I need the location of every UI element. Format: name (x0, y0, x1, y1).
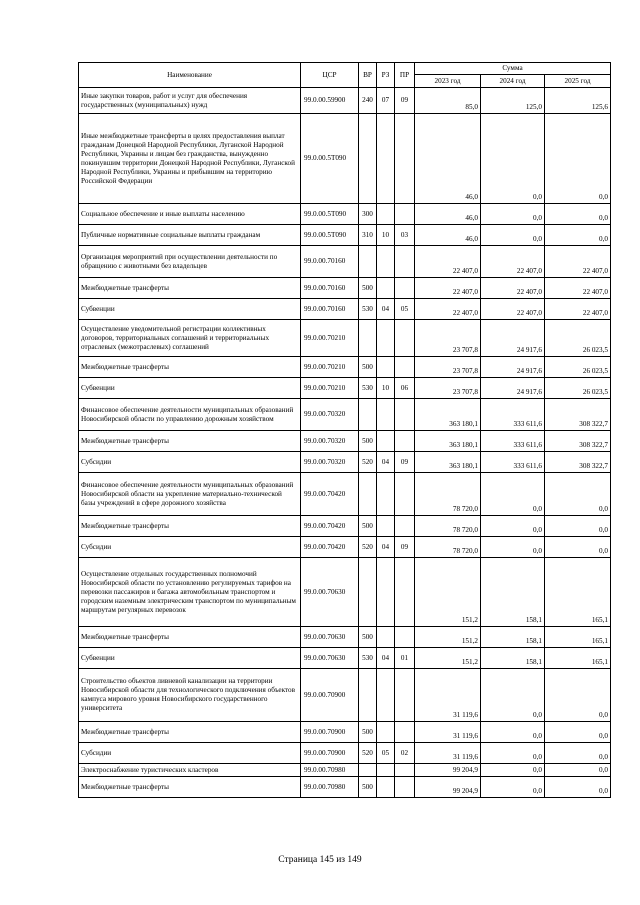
row-value-2025: 0,0 (545, 225, 611, 246)
header-csr: ЦСР (301, 63, 359, 88)
row-value-2023: 23 707,8 (415, 357, 481, 378)
row-csr: 99.0.00.70900 (301, 669, 359, 722)
row-csr: 99.0.00.70630 (301, 648, 359, 669)
table-row (79, 114, 611, 204)
header-name: Наименование (79, 63, 301, 88)
row-value-2023: 78 720,0 (415, 537, 481, 558)
row-value-2023: 363 180,1 (415, 399, 481, 431)
table-row (79, 225, 611, 246)
table-row (79, 764, 611, 777)
row-name: Осуществление уведомительной регистрации коллективных договоров, территориальных соглашений и территориальных отраслевых (межотраслевых) соглашений (79, 320, 301, 357)
row-vr: 240 (359, 88, 377, 114)
row-name: Субсидии (79, 452, 301, 473)
row-name: Межбюджетные трансферты (79, 357, 301, 378)
row-name: Электроснабжение туристических кластеров (79, 764, 301, 777)
row-vr: 300 (359, 204, 377, 225)
row-vr: 500 (359, 431, 377, 452)
budget-table (78, 62, 611, 798)
table-row (79, 399, 611, 431)
row-value-2024: 24 917,6 (481, 378, 545, 399)
row-rz: 10 (377, 378, 395, 399)
row-csr: 99.0.00.5T090 (301, 114, 359, 204)
row-value-2024: 333 611,6 (481, 399, 545, 431)
row-rz: 10 (377, 225, 395, 246)
row-pr: 02 (395, 743, 415, 764)
row-value-2023: 151,2 (415, 648, 481, 669)
row-vr: 500 (359, 516, 377, 537)
row-value-2024: 22 407,0 (481, 278, 545, 299)
row-csr: 99.0.00.70160 (301, 299, 359, 320)
row-pr (395, 777, 415, 798)
row-name: Межбюджетные трансферты (79, 516, 301, 537)
header-pr: ПР (395, 63, 415, 88)
row-pr: 09 (395, 452, 415, 473)
row-rz (377, 558, 395, 627)
row-value-2023: 22 407,0 (415, 278, 481, 299)
row-rz (377, 669, 395, 722)
row-vr: 520 (359, 743, 377, 764)
row-value-2023: 31 119,6 (415, 669, 481, 722)
table-row (79, 722, 611, 743)
row-csr: 99.0.00.70420 (301, 516, 359, 537)
row-rz: 04 (377, 452, 395, 473)
row-value-2025: 0,0 (545, 777, 611, 798)
row-pr (395, 431, 415, 452)
row-value-2024: 333 611,6 (481, 431, 545, 452)
row-value-2023: 78 720,0 (415, 473, 481, 516)
row-name: Межбюджетные трансферты (79, 431, 301, 452)
row-value-2024: 0,0 (481, 777, 545, 798)
row-value-2025: 308 322,7 (545, 399, 611, 431)
row-value-2024: 0,0 (481, 204, 545, 225)
table-row (79, 299, 611, 320)
table-row (79, 627, 611, 648)
row-value-2023: 22 407,0 (415, 246, 481, 278)
row-vr: 520 (359, 537, 377, 558)
table-row (79, 431, 611, 452)
row-pr (395, 278, 415, 299)
row-vr: 500 (359, 627, 377, 648)
row-pr (395, 204, 415, 225)
row-value-2025: 0,0 (545, 764, 611, 777)
row-name: Осуществление отдельных государственных полномочий Новосибирской области по установлению регулируемых тарифов на перевозки пассажиров и багажа автомобильным транспортом и городским наземным электрическим транспортом по муниципальным маршрутам регулярных перевозок (79, 558, 301, 627)
page-number: Страница 145 из 149 (278, 855, 362, 865)
row-value-2023: 151,2 (415, 627, 481, 648)
table-row (79, 320, 611, 357)
row-pr (395, 399, 415, 431)
budget-table-container (78, 62, 610, 798)
table-row (79, 473, 611, 516)
row-vr: 530 (359, 378, 377, 399)
row-value-2024: 22 407,0 (481, 299, 545, 320)
row-value-2024: 158,1 (481, 627, 545, 648)
row-pr: 09 (395, 537, 415, 558)
row-value-2025: 165,1 (545, 627, 611, 648)
table-row (79, 558, 611, 627)
row-vr (359, 320, 377, 357)
row-name: Субвенции (79, 378, 301, 399)
table-row (79, 378, 611, 399)
row-value-2025: 26 023,5 (545, 378, 611, 399)
row-value-2025: 0,0 (545, 722, 611, 743)
row-csr: 99.0.00.70210 (301, 357, 359, 378)
row-name: Иные закупки товаров, работ и услуг для обеспечения государственных (муниципальных) нужд (79, 88, 301, 114)
table-row (79, 88, 611, 114)
row-pr: 03 (395, 225, 415, 246)
row-value-2024: 0,0 (481, 537, 545, 558)
table-row (79, 246, 611, 278)
row-name: Субсидии (79, 537, 301, 558)
row-value-2024: 0,0 (481, 722, 545, 743)
row-csr: 99.0.00.70160 (301, 246, 359, 278)
row-value-2024: 0,0 (481, 764, 545, 777)
row-value-2023: 363 180,1 (415, 452, 481, 473)
row-value-2023: 31 119,6 (415, 722, 481, 743)
row-value-2024: 24 917,6 (481, 320, 545, 357)
row-name: Субвенции (79, 648, 301, 669)
row-vr: 500 (359, 278, 377, 299)
row-name: Социальное обеспечение и иные выплаты населению (79, 204, 301, 225)
row-vr (359, 114, 377, 204)
row-name: Межбюджетные трансферты (79, 777, 301, 798)
row-csr: 99.0.00.70210 (301, 320, 359, 357)
row-value-2023: 23 707,8 (415, 378, 481, 399)
row-value-2025: 22 407,0 (545, 246, 611, 278)
row-pr (395, 473, 415, 516)
row-vr: 520 (359, 452, 377, 473)
row-csr: 99.0.00.70420 (301, 473, 359, 516)
row-value-2023: 85,0 (415, 88, 481, 114)
row-vr: 500 (359, 357, 377, 378)
row-rz (377, 722, 395, 743)
row-pr (395, 246, 415, 278)
row-value-2023: 99 204,9 (415, 764, 481, 777)
header-year-2023: 2023 год (415, 75, 481, 88)
row-value-2025: 308 322,7 (545, 431, 611, 452)
row-rz: 04 (377, 648, 395, 669)
row-name: Финансовое обеспечение деятельности муниципальных образований Новосибирской области на укрепление материально-технической базы учреждений в сфере дорожного хозяйства (79, 473, 301, 516)
row-value-2024: 0,0 (481, 473, 545, 516)
row-csr: 99.0.00.70630 (301, 558, 359, 627)
row-value-2025: 22 407,0 (545, 278, 611, 299)
row-pr: 01 (395, 648, 415, 669)
row-value-2025: 26 023,5 (545, 320, 611, 357)
row-rz (377, 204, 395, 225)
table-row (79, 777, 611, 798)
row-csr: 99.0.00.70420 (301, 537, 359, 558)
row-name: Финансовое обеспечение деятельности муниципальных образований Новосибирской области по управлению дорожным хозяйством (79, 399, 301, 431)
row-rz (377, 777, 395, 798)
row-vr: 530 (359, 299, 377, 320)
row-value-2023: 46,0 (415, 114, 481, 204)
row-value-2023: 31 119,6 (415, 743, 481, 764)
row-rz: 05 (377, 743, 395, 764)
row-value-2025: 0,0 (545, 743, 611, 764)
row-value-2025: 165,1 (545, 648, 611, 669)
row-value-2023: 23 707,8 (415, 320, 481, 357)
row-rz: 04 (377, 299, 395, 320)
row-value-2023: 46,0 (415, 204, 481, 225)
row-value-2024: 0,0 (481, 743, 545, 764)
row-rz (377, 246, 395, 278)
row-vr (359, 473, 377, 516)
row-value-2025: 0,0 (545, 473, 611, 516)
row-value-2025: 26 023,5 (545, 357, 611, 378)
row-rz (377, 516, 395, 537)
row-csr: 99.0.00.70210 (301, 378, 359, 399)
row-vr (359, 246, 377, 278)
header-year-2025: 2025 год (545, 75, 611, 88)
row-value-2024: 0,0 (481, 669, 545, 722)
row-pr: 05 (395, 299, 415, 320)
row-csr: 99.0.00.5T090 (301, 204, 359, 225)
row-value-2024: 158,1 (481, 558, 545, 627)
row-value-2025: 0,0 (545, 516, 611, 537)
row-rz (377, 473, 395, 516)
row-vr: 500 (359, 777, 377, 798)
row-value-2024: 24 917,6 (481, 357, 545, 378)
row-vr (359, 669, 377, 722)
row-value-2025: 0,0 (545, 204, 611, 225)
row-value-2024: 0,0 (481, 225, 545, 246)
row-vr (359, 399, 377, 431)
header-sum: Сумма (415, 63, 611, 75)
row-pr (395, 516, 415, 537)
row-name: Публичные нормативные социальные выплаты гражданам (79, 225, 301, 246)
table-row (79, 516, 611, 537)
row-value-2024: 158,1 (481, 648, 545, 669)
row-rz (377, 278, 395, 299)
row-value-2024: 0,0 (481, 516, 545, 537)
row-rz (377, 627, 395, 648)
table-row (79, 357, 611, 378)
row-vr: 310 (359, 225, 377, 246)
row-name: Иные межбюджетные трансферты в целях предоставления выплат гражданам Донецкой Народной Республики, Луганской Народной Республики, Украины и лицам без гражданства, вынужденно покинувшим территории Донецкой Народной Республики, Луганской Народной Республики, Украины и прибывшим на территорию Российской Федерации (79, 114, 301, 204)
table-row (79, 278, 611, 299)
row-rz (377, 357, 395, 378)
table-row (79, 537, 611, 558)
row-csr: 99.0.00.70900 (301, 722, 359, 743)
row-pr (395, 357, 415, 378)
row-rz (377, 114, 395, 204)
row-csr: 99.0.00.70980 (301, 777, 359, 798)
table-body (79, 88, 611, 798)
row-rz: 04 (377, 537, 395, 558)
table-row (79, 648, 611, 669)
row-value-2025: 0,0 (545, 114, 611, 204)
row-value-2024: 0,0 (481, 114, 545, 204)
row-name: Межбюджетные трансферты (79, 722, 301, 743)
row-name: Субвенции (79, 299, 301, 320)
row-value-2024: 125,0 (481, 88, 545, 114)
header-vr: ВР (359, 63, 377, 88)
row-rz: 07 (377, 88, 395, 114)
row-rz (377, 764, 395, 777)
row-pr (395, 558, 415, 627)
row-vr (359, 558, 377, 627)
row-csr: 99.0.00.70900 (301, 743, 359, 764)
row-csr: 99.0.00.59900 (301, 88, 359, 114)
row-pr: 09 (395, 88, 415, 114)
row-name: Субсидии (79, 743, 301, 764)
row-csr: 99.0.00.70160 (301, 278, 359, 299)
row-csr: 99.0.00.70320 (301, 452, 359, 473)
row-value-2025: 0,0 (545, 537, 611, 558)
table-row (79, 669, 611, 722)
row-value-2023: 363 180,1 (415, 431, 481, 452)
row-csr: 99.0.00.70980 (301, 764, 359, 777)
row-name: Межбюджетные трансферты (79, 278, 301, 299)
row-csr: 99.0.00.70320 (301, 399, 359, 431)
table-row (79, 204, 611, 225)
row-pr (395, 722, 415, 743)
row-value-2023: 99 204,9 (415, 777, 481, 798)
row-pr (395, 764, 415, 777)
row-pr (395, 114, 415, 204)
row-value-2024: 333 611,6 (481, 452, 545, 473)
row-pr: 06 (395, 378, 415, 399)
row-value-2023: 46,0 (415, 225, 481, 246)
row-value-2025: 308 322,7 (545, 452, 611, 473)
row-rz (377, 431, 395, 452)
row-value-2024: 22 407,0 (481, 246, 545, 278)
row-value-2025: 165,1 (545, 558, 611, 627)
row-vr: 500 (359, 722, 377, 743)
row-name: Межбюджетные трансферты (79, 627, 301, 648)
row-pr (395, 320, 415, 357)
table-row (79, 743, 611, 764)
row-vr: 530 (359, 648, 377, 669)
header-rz: РЗ (377, 63, 395, 88)
row-csr: 99.0.00.70320 (301, 431, 359, 452)
row-name: Организация мероприятий при осуществлении деятельности по обращению с животными без владельцев (79, 246, 301, 278)
row-csr: 99.0.00.70630 (301, 627, 359, 648)
row-name: Строительство объектов ливневой канализации на территории Новосибирской области для технологического подключения объектов кампуса мирового уровня Новосибирского государственного университета (79, 669, 301, 722)
row-pr (395, 627, 415, 648)
row-value-2025: 125,6 (545, 88, 611, 114)
row-value-2023: 22 407,0 (415, 299, 481, 320)
row-value-2025: 0,0 (545, 669, 611, 722)
row-value-2023: 151,2 (415, 558, 481, 627)
row-csr: 99.0.00.5T090 (301, 225, 359, 246)
row-rz (377, 399, 395, 431)
header-year-2024: 2024 год (481, 75, 545, 88)
row-rz (377, 320, 395, 357)
row-pr (395, 669, 415, 722)
row-value-2023: 78 720,0 (415, 516, 481, 537)
row-vr (359, 764, 377, 777)
table-row (79, 452, 611, 473)
row-value-2025: 22 407,0 (545, 299, 611, 320)
